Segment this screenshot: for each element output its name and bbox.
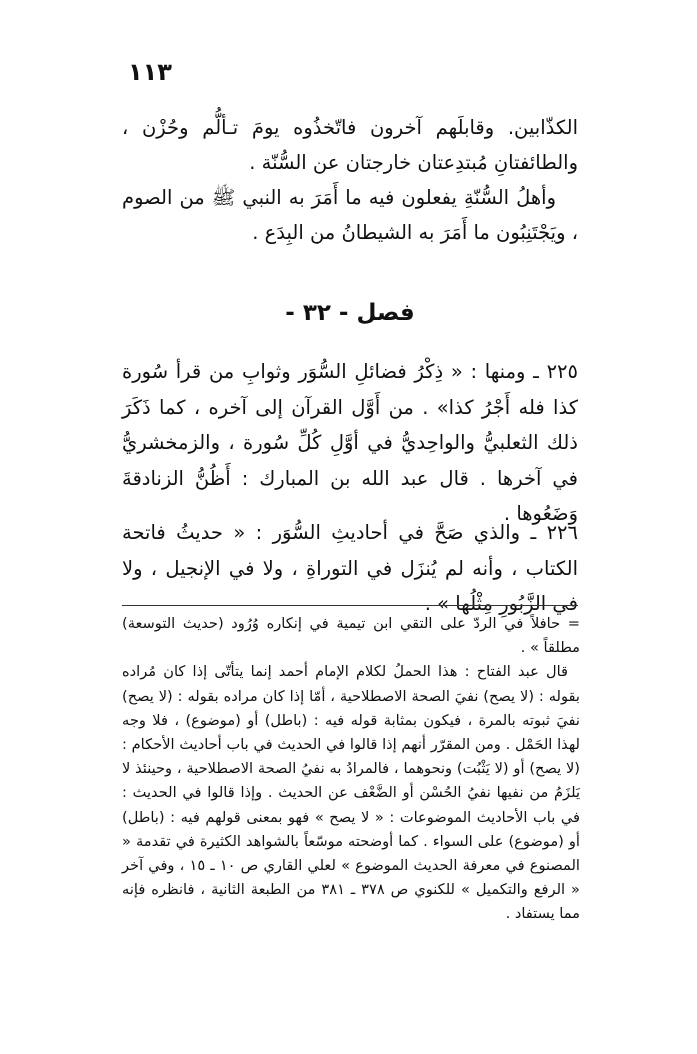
intro-paragraph-2: وأهلُ السُّنّةِ يفعلون فيه ما أَمَرَ به النبي ﷺ من الصوم ، ويَجْتَنِبُون ما أَمَرَ به الشيطانُ من البِدَع . [122,186,578,244]
paragraph-225 [122,354,578,532]
footnote-continuation: = حافلاً في الردّ على التقي ابن تيمية في إنكاره وُرُود (حديث التوسعة) مطلقاً » . [122,615,580,657]
intro-text [122,110,578,250]
footnote-divider [122,605,578,606]
section-heading: فصل - ٣٢ - [285,300,415,326]
paragraph-225-text: ٢٢٥ ـ ومنها : « ذِكْرُ فضائلِ السُّوَر وثوابِ من قرأ سُورة كذا فله أَجْرُ كذا» . من أَوَّل القرآن إلى آخره ، كما ذَكَرَ ذلك الثعلبيُّ والواحِديُّ في أوَّلِ كُلِّ سُورة ، والزمخشريُّ في آخرها . قال عبد الله بن المبارك : أَظُنُّ الزنادقةَ وَضَعُوها . [122,360,578,525]
footnote-commentary: قال عبد الفتاح : هذا الحملُ لكلام الإمام أحمد إنما يتأتّى إذا كان مُراده بقوله : (لا يصح) نفيَ الصحة الاصطلاحية ، أمّا إذا كان مراده بقوله : (لا يصح) نفيَ ثبوته بالمرة ، فيكون بمثابة قوله فيه : (باطل) أو (موضوع) ، فلا وجه لهذا الحَمْل . ومن المقرّر أنهم إذا قالوا في الحديث في باب أحاديث الأحكام : (لا يصح) أو (لا يَثْبُت) ونحوهما ، فالمرادُ به نفيُ الصحة الاصطلاحية ، وحينئذ لا يَلزَمُ من نفيها نفيُ الحُسْن أو الضَّعْف عن الحديث . وإذا قالوا في الحديث : في باب الأحاديث الموضوعات : « لا يصح » فهو بمعنى قولهم فيه : (باطل) أو (موضوع) على السواء . كما أوضحته موسّعاً بالشواهد الكثيرة في تقدمة « المصنوع في معرفة الحديث الموضوع » لعلي القاري ص ١٠ ـ ١٥ ، وفي آخر « الرفع والتكميل » للكنوي ص ٣٧٨ ـ ٣٨١ من الطبعة الثانية ، فانظره فإنه مما يستفاد . [122,663,580,923]
intro-paragraph-1: الكذّابين. وقابلَهم آخرون فاتّخذُوه يومَ تـألُّم وحُزْن ، والطائفتانِ مُبتدِعتان خارجتان عن السُّنّة . [122,116,578,174]
footnotes [122,612,580,927]
page-number: ١١٣ [128,58,172,86]
paragraph-226-text: ٢٢٦ ـ والذي صَحَّ في أحاديثِ السُّوَر : « حديثُ فاتحة الكتاب ، وأنه لم يُنزَل في التوراةِ ، ولا في الإنجيل ، ولا في الزَّبُورِ مِثْلُها » . [122,521,578,615]
